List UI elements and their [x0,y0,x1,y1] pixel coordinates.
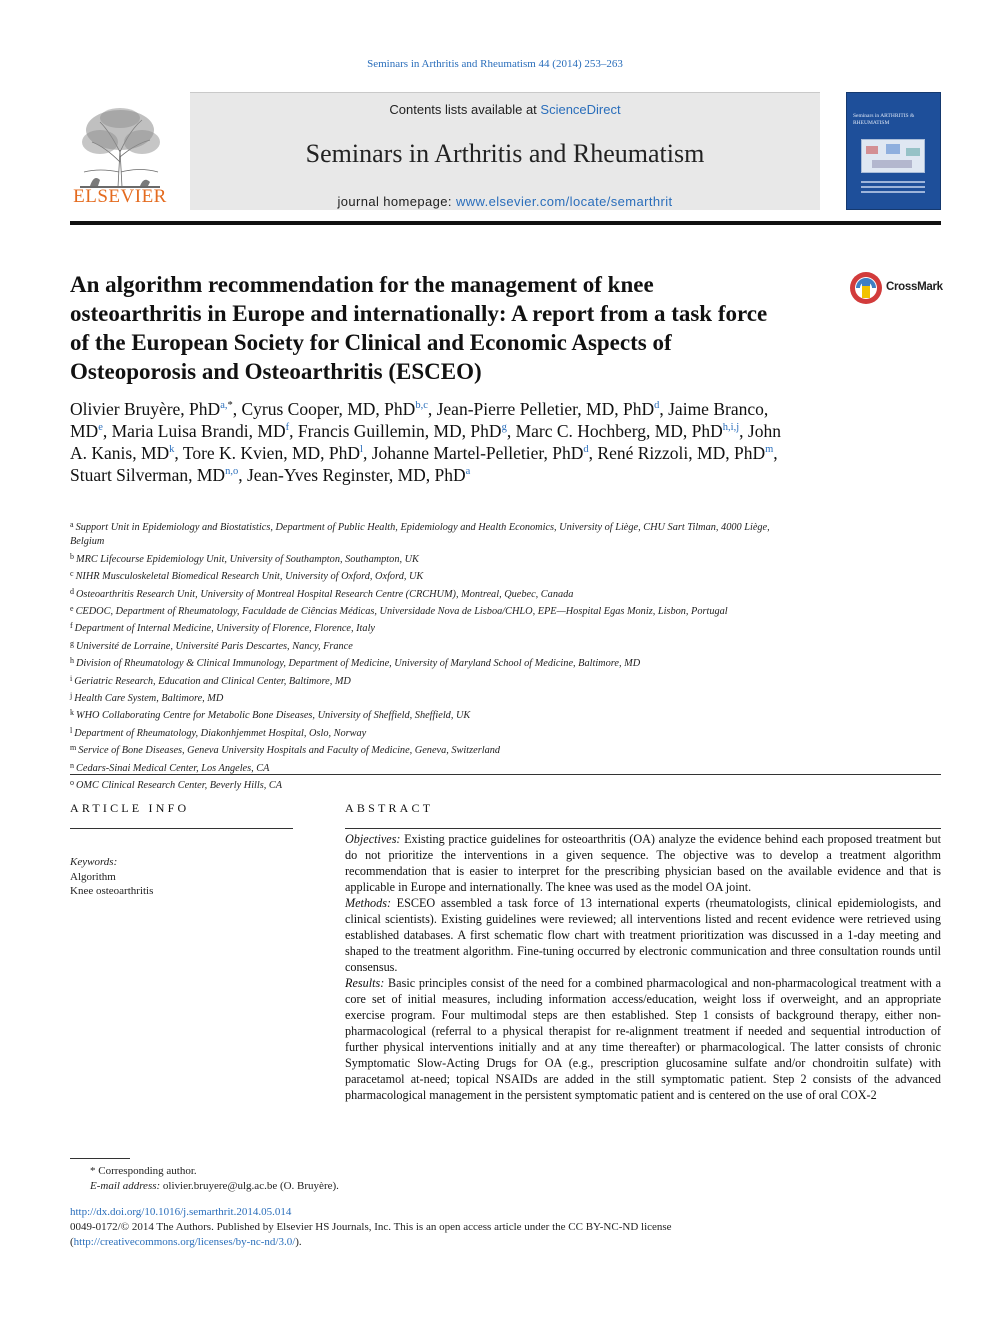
sciencedirect-link[interactable]: ScienceDirect [540,102,621,117]
objectives-text: Existing practice guidelines for osteoarthritis (OA) analyze the evidence behind each proposed treatment but do not prioritize the interventions in a given sequence. The objective was to develop a treatment algorithm recommendation that is easier to interpret for the prescribing physician based on the available evidence and that is applicable in Europe and internationally. The knee was used as the model OA joint. [345,832,941,894]
author-affiliation-mark[interactable]: n,o [225,466,239,477]
author-affiliation-mark[interactable]: d [583,444,589,455]
author-separator: , [232,399,242,419]
cover-figure [861,139,925,173]
footnotes [70,1164,890,1194]
journal-banner [190,92,820,210]
homepage-prefix: journal homepage: [337,194,456,209]
header-rule [70,221,941,225]
contents-prefix: Contents lists available at [389,102,541,117]
affiliation-text: Department of Internal Medicine, University of Florence, Florence, Italy [74,623,376,635]
license-url-link[interactable]: http://creativecommons.org/licenses/by-nc-nd/3.0/ [73,1235,296,1248]
license-close: ). [295,1235,302,1248]
affiliation-text: NIHR Musculoskeletal Biomedical Research Unit, University of Oxford, Oxford, UK [75,571,424,583]
author-name[interactable]: Maria Luisa Brandi, MD [111,421,286,441]
affiliation-text: Health Care System, Baltimore, MD [74,693,224,705]
abstract-rule [345,828,941,829]
email-note [70,1179,890,1194]
author-affiliation-mark[interactable]: l [360,444,363,455]
cover-text-lines [861,181,925,195]
author-affiliation-mark[interactable]: e [98,422,103,433]
abstract-methods [345,895,941,975]
affiliation-text: Support Unit in Epidemiology and Biostatistics, Department of Public Health, Epidemiology and Health Economics, University of Liège, CHU Sart Tilman, 4000 Liège, Belgium [70,522,770,548]
corresponding-mark: * [90,1165,96,1177]
author-name[interactable]: René Rizzoli, MD, PhD [597,443,766,463]
affiliation-item [70,518,770,550]
author-name[interactable]: Johanne Martel-Pelletier, PhD [371,443,584,463]
author-affiliation-mark[interactable]: d [654,400,660,411]
author-affiliation-mark[interactable]: m [765,444,774,455]
affiliation-text: Department of Rheumatology, Diakonhjemmet Hospital, Oslo, Norway [74,727,367,739]
affiliation-text: Service of Bone Diseases, Geneva University Hospitals and Faculty of Medicine, Geneva, Switzerland [78,745,501,757]
results-label: Results: [345,976,385,990]
author-name[interactable]: Stuart Silverman, MD [70,465,226,485]
affiliation-text: Osteoarthritis Research Unit, University of Montreal Hospital Research Centre (CRCHUM), Montreal, Quebec, Canada [76,588,574,600]
affiliation-label: d [70,586,74,596]
methods-label: Methods: [345,896,392,910]
affiliation-text: WHO Collaborating Centre for Metabolic Bone Diseases, University of Sheffield, Sheffield, UK [76,710,471,722]
crossmark-badge[interactable] [848,270,943,306]
corresponding-text: Corresponding author. [95,1165,197,1177]
author-name[interactable]: John A. Kanis, MD [70,421,781,463]
email-label: E-mail address: [90,1180,161,1192]
keywords-block [70,855,300,899]
affiliation-item [70,637,770,654]
author-name[interactable]: Jean-Pierre Pelletier, MD, PhD [436,399,655,419]
affiliation-label: n [70,760,74,770]
affiliation-label: b [70,551,74,561]
author-affiliation-mark[interactable]: a, [220,400,228,411]
affiliation-text: MRC Lifecourse Epidemiology Unit, University of Southampton, Southampton, UK [76,553,419,565]
affiliations-rule [70,774,941,775]
abstract-body [345,831,941,1103]
affiliation-label: l [70,725,73,735]
affiliation-label: g [70,638,74,648]
author-separator: , [588,443,598,463]
affiliation-item [70,585,770,602]
affiliation-label: k [70,708,74,718]
affiliation-item [70,602,770,619]
citation-line[interactable]: Seminars in Arthritis and Rheumatism 44 (2014) 253–263 [367,58,623,70]
author-name[interactable]: Jaime Branco, MD [70,399,769,441]
author-separator: , [238,465,247,485]
affiliation-item [70,689,770,706]
elsevier-wordmark: ELSEVIER [73,186,167,207]
crossmark-label: CrossMark [886,281,943,293]
author-name[interactable]: Francis Guillemin, MD, PhD [297,421,502,441]
elsevier-tree-logo[interactable] [70,102,170,212]
author-separator: , [773,443,778,463]
article-title: An algorithm recommendation for the management of knee osteoarthritis in Europe and internationally: A report from a task force of the European Society for Clinical and Economic Aspects of Osteoporosis and Osteoarthritis (ESCEO) [70,272,768,384]
license-open: ( [70,1235,74,1248]
journal-name[interactable]: Seminars in Arthritis and Rheumatism [305,139,705,168]
contents-line [190,102,820,117]
license-url-line [70,1235,890,1250]
affiliation-label: f [70,621,73,631]
affiliation-label: o [70,778,74,788]
methods-text: ESCEO assembled a task force of 13 international experts (rheumatologists, clinical epidemiologists, and clinical scientists). Existing guidelines were reviewed; all interventions listed and recent evidence were retrieved using established databases. A first schematic flow chart with treatment prioritization was discussed in a 1-day meeting and shaped to the treatment algorithm. Fine-tuning occurred by electronic communication and three consultation rounds until consensus. [345,896,941,974]
license-line: 0049-0172/© 2014 The Authors. Published by Elsevier HS Journals, Inc. This is an open access article under the CC BY-NC-ND license [70,1220,672,1233]
affiliation-label: m [70,743,77,753]
author-name[interactable]: Olivier Bruyère, PhD [70,399,221,419]
doi-link[interactable]: http://dx.doi.org/10.1016/j.semarthrit.2014.05.014 [70,1206,292,1218]
affiliation-label: a [70,520,74,529]
author-list [70,398,790,486]
author-separator: , [362,443,372,463]
corresponding-author-mark[interactable]: * [227,400,233,411]
author-separator: , [289,421,298,441]
affiliation-label: h [70,656,74,666]
affiliation-text: OMC Clinical Research Center, Beverly Hills, CA [76,780,283,792]
affiliation-item [70,672,770,689]
email-address[interactable]: olivier.bruyere@ulg.ac.be (O. Bruyère). [160,1180,339,1192]
journal-cover[interactable] [846,92,941,210]
article-info-rule [70,828,293,829]
abstract-heading: ABSTRACT [345,801,434,815]
cover-title: Seminars in ARTHRITIS & RHEUMATISM [853,113,915,126]
keyword-item: Knee osteoarthritis [70,885,154,898]
results-text: Basic principles consist of the need for a combined pharmacological and non-pharmacological treatment with a core set of initial measures, including information access/education, weight loss if overweight, and an appropriate exercise program. Four multimodal steps are then established. Step 1 consists of background therapy, either non-pharmacological (referral to a physical therapist for re-alignment treatment if needed and sequential introduction of further physical interventions initially and at any time thereafter) or pharmacological. The latter consists of chronic Symptomatic Slow-Acting Drugs for OA (e.g., prescription glucosamine sulfate and/or chondroitin sulfate) with paracetamol at-need; topical NSAIDs are added in the still symptomatic patient. Step 2 consists of the advanced pharmacological management in the persistent symptomatic patient and is centered on the use of oral COX-2 [345,976,941,1102]
keywords-label: Keywords: [70,856,118,868]
affiliation-item [70,741,770,758]
affiliation-text: CEDOC, Department of Rheumatology, Faculdade de Ciências Médicas, Universidade Nova de Lisboa/CHLO, EPE—Hospital Egas Moniz, Lisbon, Portugal [75,606,728,618]
author-separator: , [659,399,669,419]
author-name[interactable]: Cyrus Cooper, MD, PhD [241,399,416,419]
affiliation-item [70,776,770,793]
author-name[interactable]: Tore K. Kvien, MD, PhD [182,443,361,463]
journal-homepage-link[interactable]: www.elsevier.com/locate/semarthrit [455,194,673,209]
affiliation-text: Geriatric Research, Education and Clinical Center, Baltimore, MD [74,675,351,687]
legal-block [70,1205,890,1249]
author-affiliation-mark[interactable]: k [169,444,175,455]
affiliation-label: i [70,673,73,683]
abstract-objectives [345,831,941,895]
affiliation-item [70,654,770,671]
crossmark-icon [848,270,884,306]
author-affiliation-mark[interactable]: h,i,j [722,422,740,433]
homepage-line [190,194,820,209]
author-affiliation-mark[interactable]: a [465,466,471,477]
affiliation-label: j [70,691,73,701]
affiliation-text: Cedars-Sinai Medical Center, Los Angeles, CA [76,762,270,774]
abstract-results [345,975,941,1103]
affiliation-item [70,706,770,723]
author-name[interactable]: Marc C. Hochberg, MD, PhD [515,421,723,441]
footnote-rule [70,1158,130,1159]
affiliation-item [70,724,770,741]
objectives-label: Objectives: [345,832,401,846]
affiliation-label: e [70,604,74,614]
affiliation-label: c [70,569,74,579]
corresponding-author-note [70,1164,890,1179]
author-affiliation-mark[interactable]: g [501,422,507,433]
author-separator: , [506,421,516,441]
author-separator: , [102,421,112,441]
affiliation-item [70,619,770,636]
affiliation-list [70,518,770,794]
author-separator: , [427,399,437,419]
affiliation-text: Université de Lorraine, Université Paris Descartes, Nancy, France [76,640,353,652]
article-info-heading: ARTICLE INFO [70,801,190,815]
author-affiliation-mark[interactable]: f [285,422,290,433]
author-affiliation-mark[interactable]: b,c [415,400,428,411]
author-separator: , [174,443,183,463]
keyword-item: Algorithm [70,870,116,883]
journal-masthead [70,92,940,216]
affiliation-item [70,567,770,584]
affiliation-item [70,550,770,567]
author-name[interactable]: Jean-Yves Reginster, MD, PhD [246,465,466,485]
affiliation-text: Division of Rheumatology & Clinical Immunology, Department of Medicine, University of Maryland School of Medicine, Baltimore, MD [76,658,641,670]
author-separator: , [739,421,748,441]
